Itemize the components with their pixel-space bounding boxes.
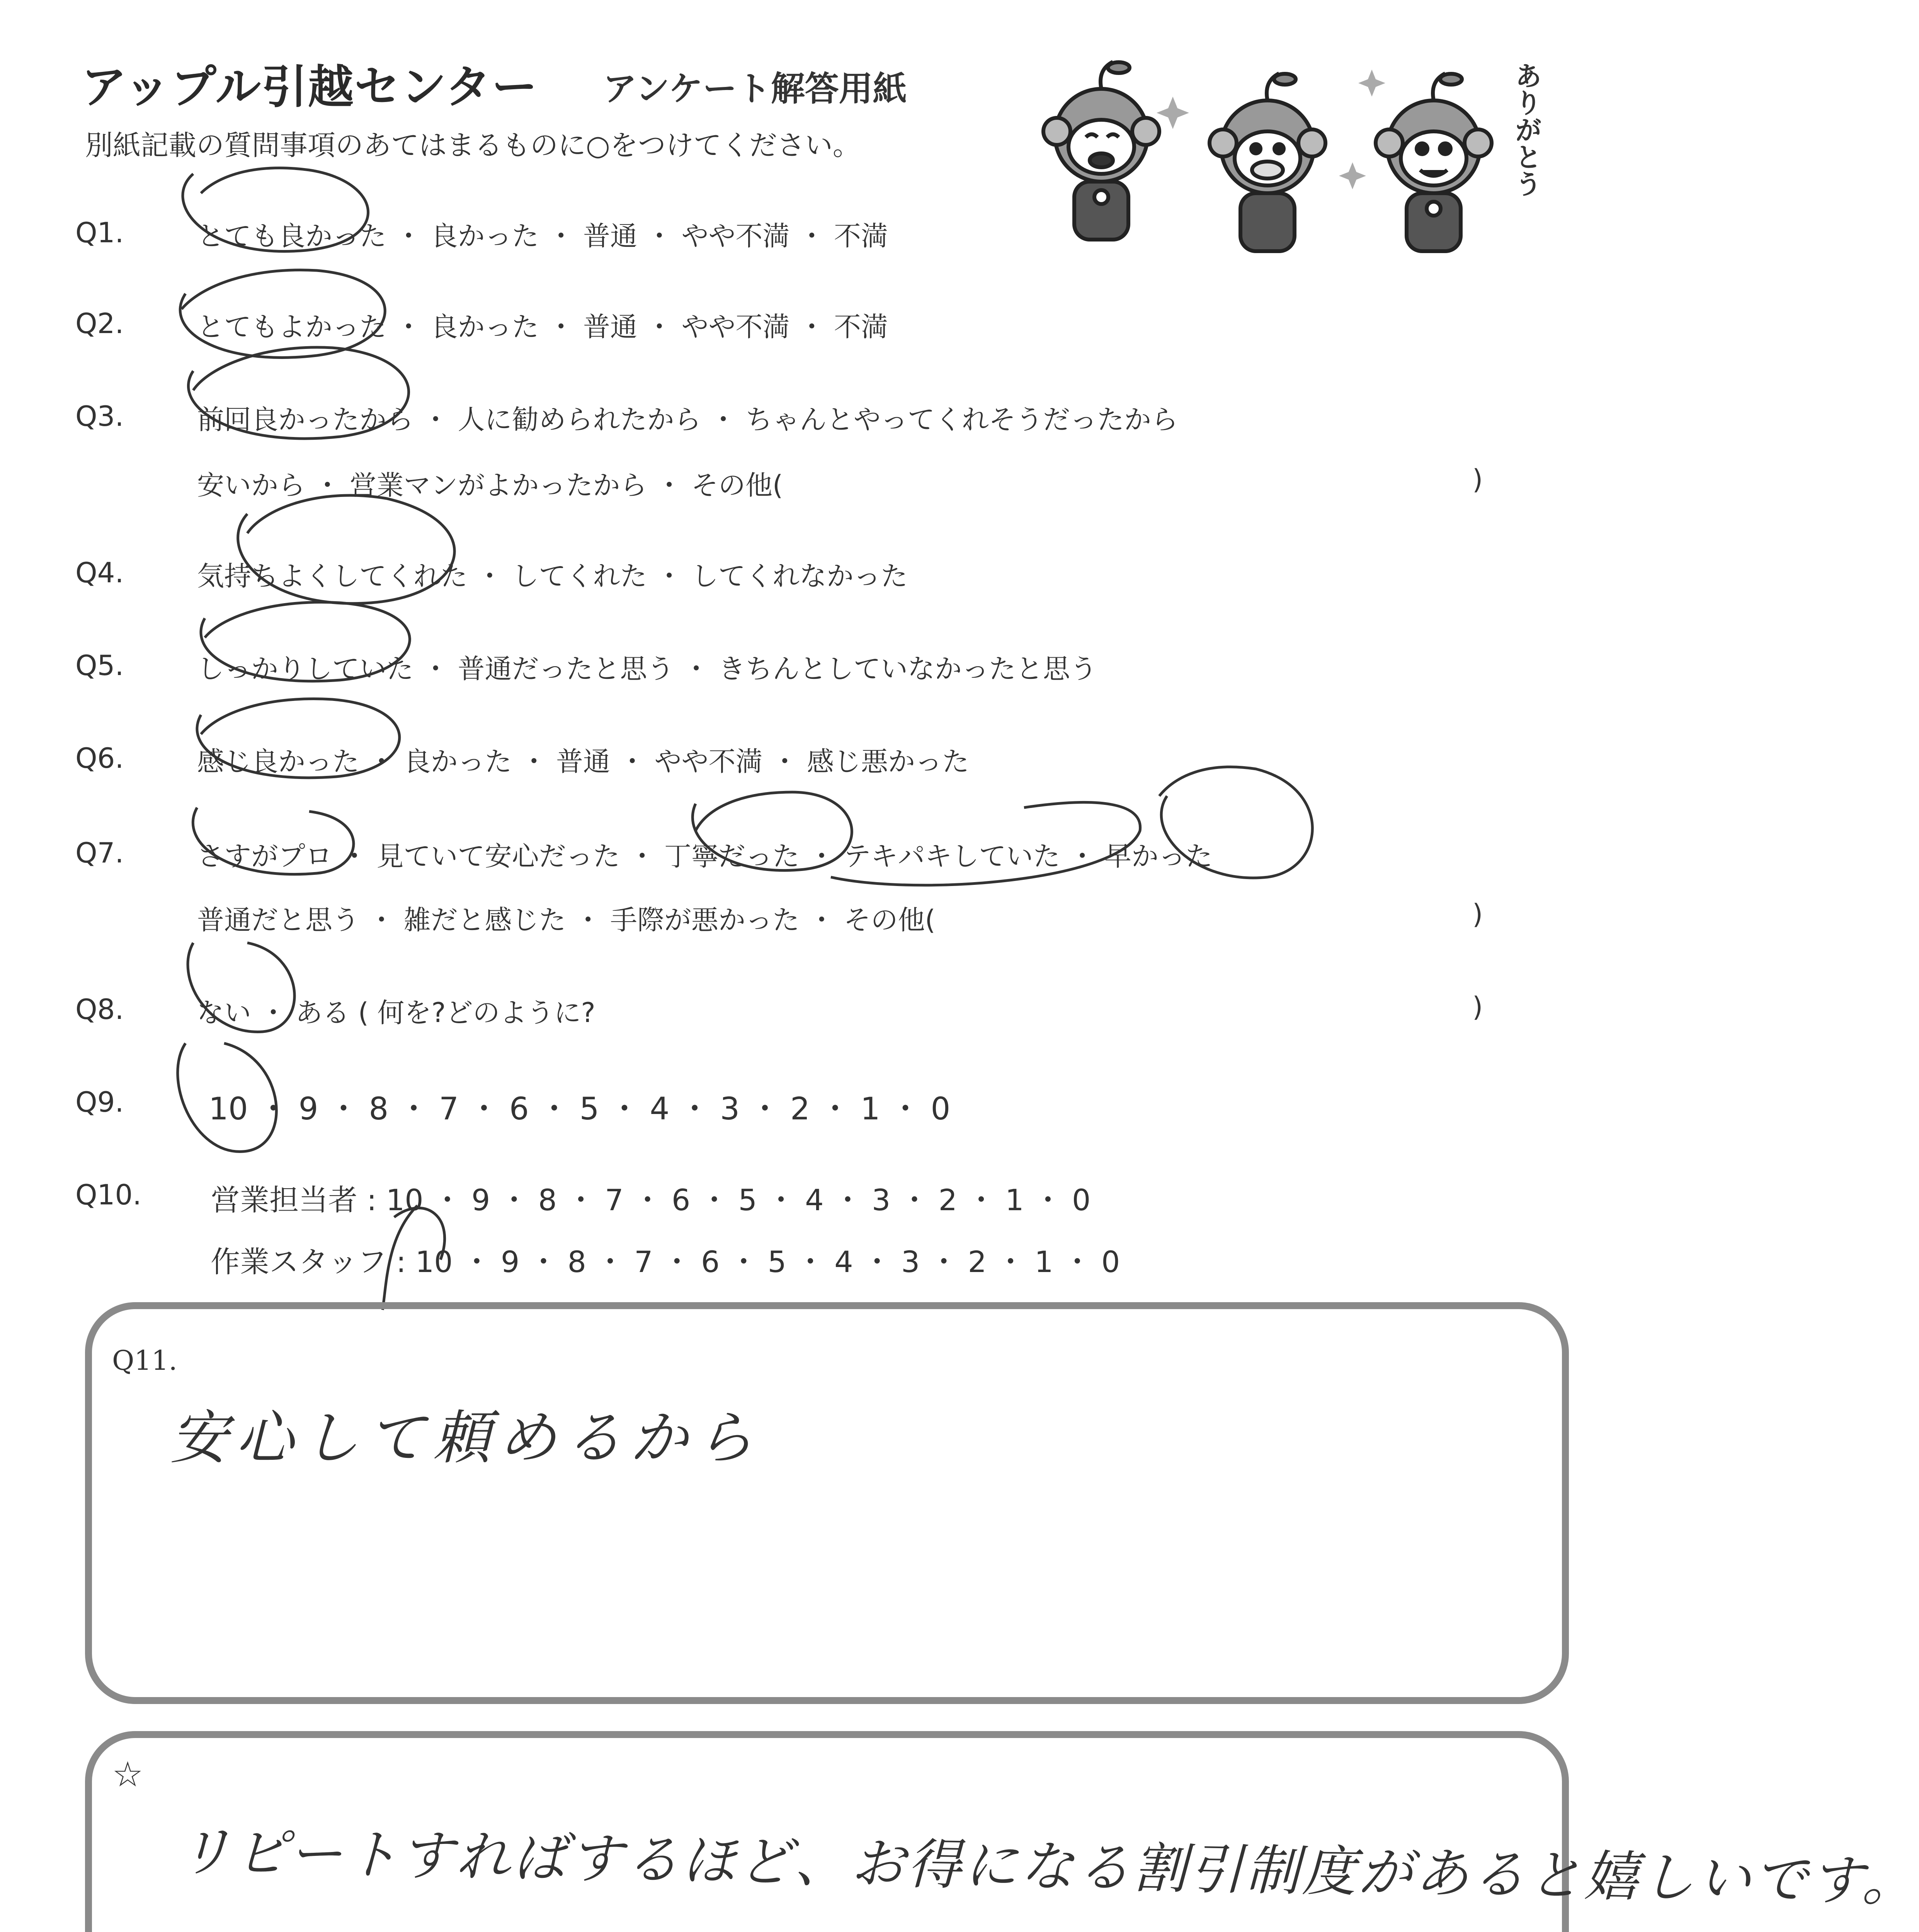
question-scale-q10-staff: 作業スタッフ : 10 ・ 9 ・ 8 ・ 7 ・ 6 ・ 5 ・ 4 ・ 3 ・ 2 ・ 1 ・ 0 bbox=[211, 1245, 1120, 1279]
question-options-q7-line1: さすがプロ ・ 見ていて安心だった ・ 丁寧だった ・ テキパキしていた ・ 早かった bbox=[197, 840, 1213, 872]
form-subtitle: アンケート解答用紙 bbox=[603, 69, 907, 109]
question-options-q3-line2: 安いから ・ 営業マンがよかったから ・ その他( bbox=[197, 469, 783, 501]
question-options-q8: ない ・ ある ( 何を?どのように? bbox=[197, 997, 595, 1029]
other-close-bracket: ) bbox=[1472, 991, 1483, 1023]
star-icon: ☆ bbox=[112, 1754, 143, 1795]
question-label-q3: Q3. bbox=[75, 400, 124, 432]
mascot-thanks-text: ありがとう bbox=[1511, 62, 1542, 197]
question-label-q8: Q8. bbox=[75, 993, 124, 1026]
question-label-q9: Q9. bbox=[75, 1086, 124, 1118]
question-options-q2: とてもよかった ・ 良かった ・ 普通 ・ やや不満 ・ 不満 bbox=[197, 311, 888, 343]
question-label-q11: Q11. bbox=[112, 1345, 177, 1376]
question-options-q7-line2: 普通だと思う ・ 雑だと感じた ・ 手際が悪かった ・ その他( bbox=[197, 904, 936, 936]
form-title: アップル引越センター bbox=[81, 60, 538, 114]
other-close-bracket: ) bbox=[1472, 464, 1483, 495]
instruction-text: 別紙記載の質問事項のあてはまるものに○をつけてください。 bbox=[85, 129, 861, 162]
q11-handwritten-answer: 安心して頼めるから bbox=[170, 1405, 762, 1472]
question-label-q2: Q2. bbox=[75, 307, 124, 340]
question-options-q5: しっかりしていた ・ 普通だったと思う ・ きちんとしていなかったと思う bbox=[197, 653, 1097, 685]
question-label-q1: Q1. bbox=[75, 216, 124, 249]
question-label-q5: Q5. bbox=[75, 649, 124, 682]
question-options-q1: とても良かった ・ 良かった ・ 普通 ・ やや不満 ・ 不満 bbox=[197, 220, 888, 252]
question-options-q4: 気持ちよくしてくれた ・ してくれた ・ してくれなかった bbox=[197, 560, 908, 592]
question-options-q3-line1: 前回良かったから ・ 人に勧められたから ・ ちゃんとやってくれそうだったから bbox=[197, 404, 1179, 435]
question-label-q6: Q6. bbox=[75, 742, 124, 774]
question-scale-q9: 10 ・ 9 ・ 8 ・ 7 ・ 6 ・ 5 ・ 4 ・ 3 ・ 2 ・ 1 ・ 0 bbox=[209, 1091, 951, 1127]
question-label-q4: Q4. bbox=[75, 556, 124, 589]
comment-handwritten-line1: リピートすればするほど、お得になる割引制度があると嬉しいです。 bbox=[177, 1820, 1919, 1914]
question-label-q10: Q10. bbox=[75, 1179, 142, 1211]
question-scale-q10-sales: 営業担当者 : 10 ・ 9 ・ 8 ・ 7 ・ 6 ・ 5 ・ 4 ・ 3 ・ 2 ・ 1 ・ 0 bbox=[211, 1183, 1091, 1217]
question-options-q6: 感じ良かった ・ 良かった ・ 普通 ・ やや不満 ・ 感じ悪かった bbox=[197, 746, 970, 777]
question-label-q7: Q7. bbox=[75, 837, 124, 869]
q11-answer-box bbox=[85, 1302, 1569, 1704]
other-close-bracket: ) bbox=[1472, 898, 1483, 930]
